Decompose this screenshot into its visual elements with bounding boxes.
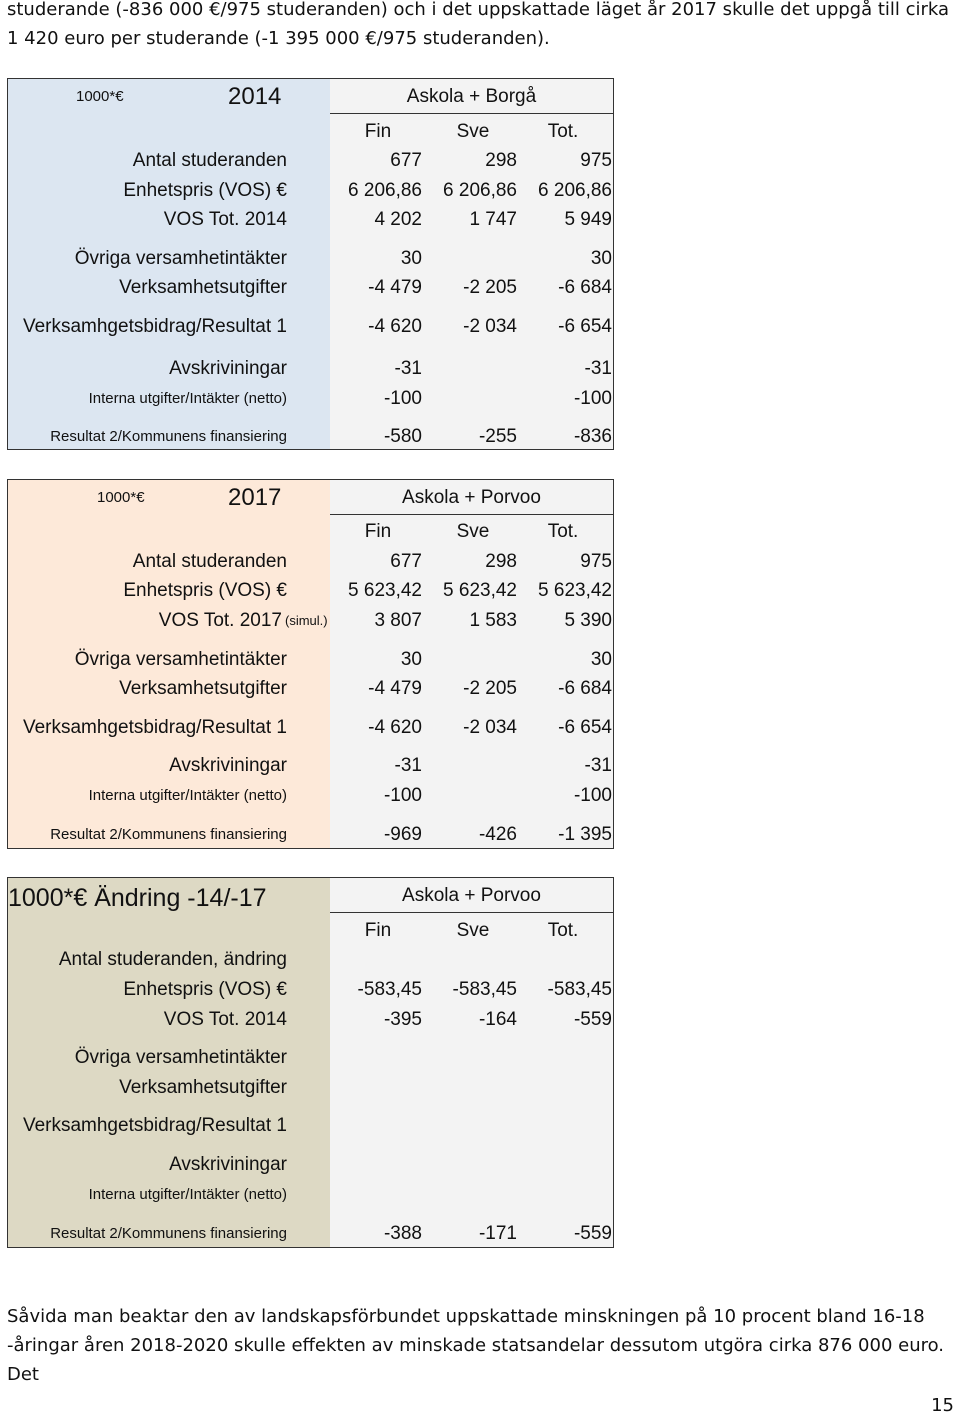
year-label: 2014: [228, 83, 282, 110]
closing-paragraph: Såvida man beaktar den av landskapsförbundet uppskattade minskningen på 10 procent bland 16-18 -åringar åren 2018-2020 skulle effekten av minskade statsandelar dessutom utgöra cirka 876 000 euro. Det: [7, 1306, 945, 1385]
value-tot: -1 395: [558, 824, 612, 845]
value-tot: -31: [584, 358, 612, 379]
value-fin: -4 620: [368, 717, 422, 738]
table-row: [8, 312, 613, 342]
value-fin: 6 206,86: [348, 180, 422, 201]
value-tot: -559: [573, 1223, 612, 1244]
value-sve: -255: [478, 426, 517, 447]
table-row: [8, 945, 613, 975]
table-row: [8, 751, 613, 781]
value-fin: 3 807: [374, 610, 422, 631]
value-tot: 6 206,86: [538, 180, 612, 201]
value-tot: -583,45: [547, 979, 612, 1000]
table-change: [7, 877, 614, 1248]
row-label: Övriga versamhetintäkter: [74, 1047, 287, 1068]
value-sve: -2 205: [463, 277, 517, 298]
row-label: Verksamhetsutgifter: [119, 277, 287, 298]
table-row: [8, 713, 613, 743]
value-tot: 5 623,42: [538, 580, 612, 601]
table-row: [8, 205, 613, 235]
column-header-sve: Sve: [456, 920, 490, 941]
row-label: VOS Tot. 2014: [163, 209, 287, 230]
value-fin: 677: [390, 551, 422, 572]
row-label: Verksamhetsutgifter: [119, 1077, 287, 1098]
value-fin: 30: [400, 649, 422, 670]
table-row: [8, 1180, 613, 1210]
value-fin: -969: [383, 824, 422, 845]
value-sve: -2 034: [463, 717, 517, 738]
value-fin: 677: [390, 150, 422, 171]
value-sve: 6 206,86: [443, 180, 517, 201]
value-fin: -583,45: [357, 979, 422, 1000]
table-row: [8, 820, 613, 850]
row-label: Verksamhgetsbidrag/Resultat 1: [22, 1115, 287, 1136]
table-row: [8, 176, 613, 206]
row-label: VOS Tot. 2014: [163, 1009, 287, 1030]
intro-paragraph: studerande (-836 000 €/975 studeranden) och i det uppskattade läget år 2017 skulle det uppgå till cirka 1 420 euro per studerande (-1 395 000 €/975 studeranden).: [7, 0, 950, 49]
value-sve: 298: [485, 150, 517, 171]
row-label: Resultat 2/Kommunens finansiering: [50, 1225, 287, 1242]
table-row: [8, 674, 613, 704]
column-header-tot: Tot.: [547, 121, 579, 142]
table-2017: [7, 479, 614, 849]
value-sve: -426: [478, 824, 517, 845]
value-sve: 298: [485, 551, 517, 572]
row-label: Interna utgifter/Intäkter (netto): [88, 1186, 287, 1203]
row-label: Resultat 2/Kommunens finansiering: [50, 428, 287, 445]
table-row: [8, 1219, 613, 1249]
row-label: Verksamhetsutgifter: [119, 678, 287, 699]
column-header-fin: Fin: [364, 121, 392, 142]
year-label: 2017: [228, 484, 282, 511]
value-tot: -6 684: [558, 277, 612, 298]
group-title: Askola + Porvoo: [402, 487, 541, 508]
table-row: [8, 1005, 613, 1035]
table-row: [8, 1111, 613, 1141]
value-sve: -171: [478, 1223, 517, 1244]
column-header-row: [8, 117, 613, 147]
row-label: Avskriviningar: [169, 755, 287, 776]
change-title: 1000*€ Ändring -14/-17: [8, 884, 267, 912]
group-title: Askola + Borgå: [406, 86, 537, 107]
column-header-sve: Sve: [456, 121, 490, 142]
row-label: Antal studeranden: [132, 551, 287, 572]
column-header-fin: Fin: [364, 521, 392, 542]
table-row: [8, 606, 613, 636]
value-tot: 30: [590, 248, 612, 269]
group-title: Askola + Porvoo: [402, 885, 541, 906]
value-fin: 4 202: [374, 209, 422, 230]
unit-label: 1000*€: [97, 489, 145, 506]
value-fin: 5 623,42: [348, 580, 422, 601]
row-label: Verksamhgetsbidrag/Resultat 1: [22, 316, 287, 337]
table-row: [8, 576, 613, 606]
value-tot: -559: [573, 1009, 612, 1030]
value-tot: -836: [573, 426, 612, 447]
value-tot: -6 654: [558, 316, 612, 337]
page-number: 15: [931, 1395, 954, 1416]
column-header-row: [8, 916, 613, 946]
row-label: VOS Tot. 2017: [158, 610, 282, 631]
value-fin: -395: [383, 1009, 422, 1030]
value-tot: 30: [590, 649, 612, 670]
row-label: Antal studeranden, ändring: [58, 949, 287, 970]
value-sve: 1 583: [469, 610, 517, 631]
table-row: [8, 384, 613, 414]
row-label: Interna utgifter/Intäkter (netto): [88, 390, 287, 407]
value-tot: -6 654: [558, 717, 612, 738]
row-label: Enhetspris (VOS) €: [123, 180, 287, 201]
row-label: Enhetspris (VOS) €: [123, 580, 287, 601]
value-sve: 1 747: [469, 209, 517, 230]
value-tot: -100: [573, 388, 612, 409]
value-tot: 5 949: [564, 209, 612, 230]
table-row: [8, 1073, 613, 1103]
table-row: [8, 781, 613, 811]
row-label: Övriga versamhetintäkter: [74, 649, 287, 670]
value-fin: 30: [400, 248, 422, 269]
value-fin: -100: [383, 388, 422, 409]
row-label: Enhetspris (VOS) €: [123, 979, 287, 1000]
value-tot: -31: [584, 755, 612, 776]
simulation-note: (simul.): [285, 613, 328, 628]
value-fin: -4 479: [368, 277, 422, 298]
table-row: [8, 1043, 613, 1073]
row-label: Avskriviningar: [169, 358, 287, 379]
value-tot: 975: [580, 551, 612, 572]
value-sve: -583,45: [452, 979, 517, 1000]
value-fin: -388: [383, 1223, 422, 1244]
value-fin: -4 479: [368, 678, 422, 699]
row-label: Övriga versamhetintäkter: [74, 248, 287, 269]
value-sve: -164: [478, 1009, 517, 1030]
row-label: Antal studeranden: [132, 150, 287, 171]
value-fin: -100: [383, 785, 422, 806]
value-fin: -31: [394, 358, 422, 379]
table-row: [8, 422, 613, 452]
value-tot: 5 390: [564, 610, 612, 631]
table-row: [8, 146, 613, 176]
value-sve: -2 034: [463, 316, 517, 337]
table-row: [8, 547, 613, 577]
row-label: Resultat 2/Kommunens finansiering: [50, 826, 287, 843]
column-header-fin: Fin: [364, 920, 392, 941]
column-header-tot: Tot.: [547, 521, 579, 542]
value-fin: -580: [383, 426, 422, 447]
column-header-row: [8, 517, 613, 547]
column-header-sve: Sve: [456, 521, 490, 542]
value-sve: -2 205: [463, 678, 517, 699]
row-label: Interna utgifter/Intäkter (netto): [88, 787, 287, 804]
unit-label: 1000*€: [76, 88, 124, 105]
value-tot: -100: [573, 785, 612, 806]
column-header-tot: Tot.: [547, 920, 579, 941]
value-fin: -4 620: [368, 316, 422, 337]
row-label: Avskriviningar: [169, 1154, 287, 1175]
table-row: [8, 1150, 613, 1180]
table-row: [8, 273, 613, 303]
value-tot: -6 684: [558, 678, 612, 699]
table-2014: [7, 78, 614, 450]
table-row: [8, 975, 613, 1005]
value-sve: 5 623,42: [443, 580, 517, 601]
table-row: [8, 244, 613, 274]
value-fin: -31: [394, 755, 422, 776]
table-row: [8, 354, 613, 384]
row-label: Verksamhgetsbidrag/Resultat 1: [22, 717, 287, 738]
table-row: [8, 645, 613, 675]
value-tot: 975: [580, 150, 612, 171]
